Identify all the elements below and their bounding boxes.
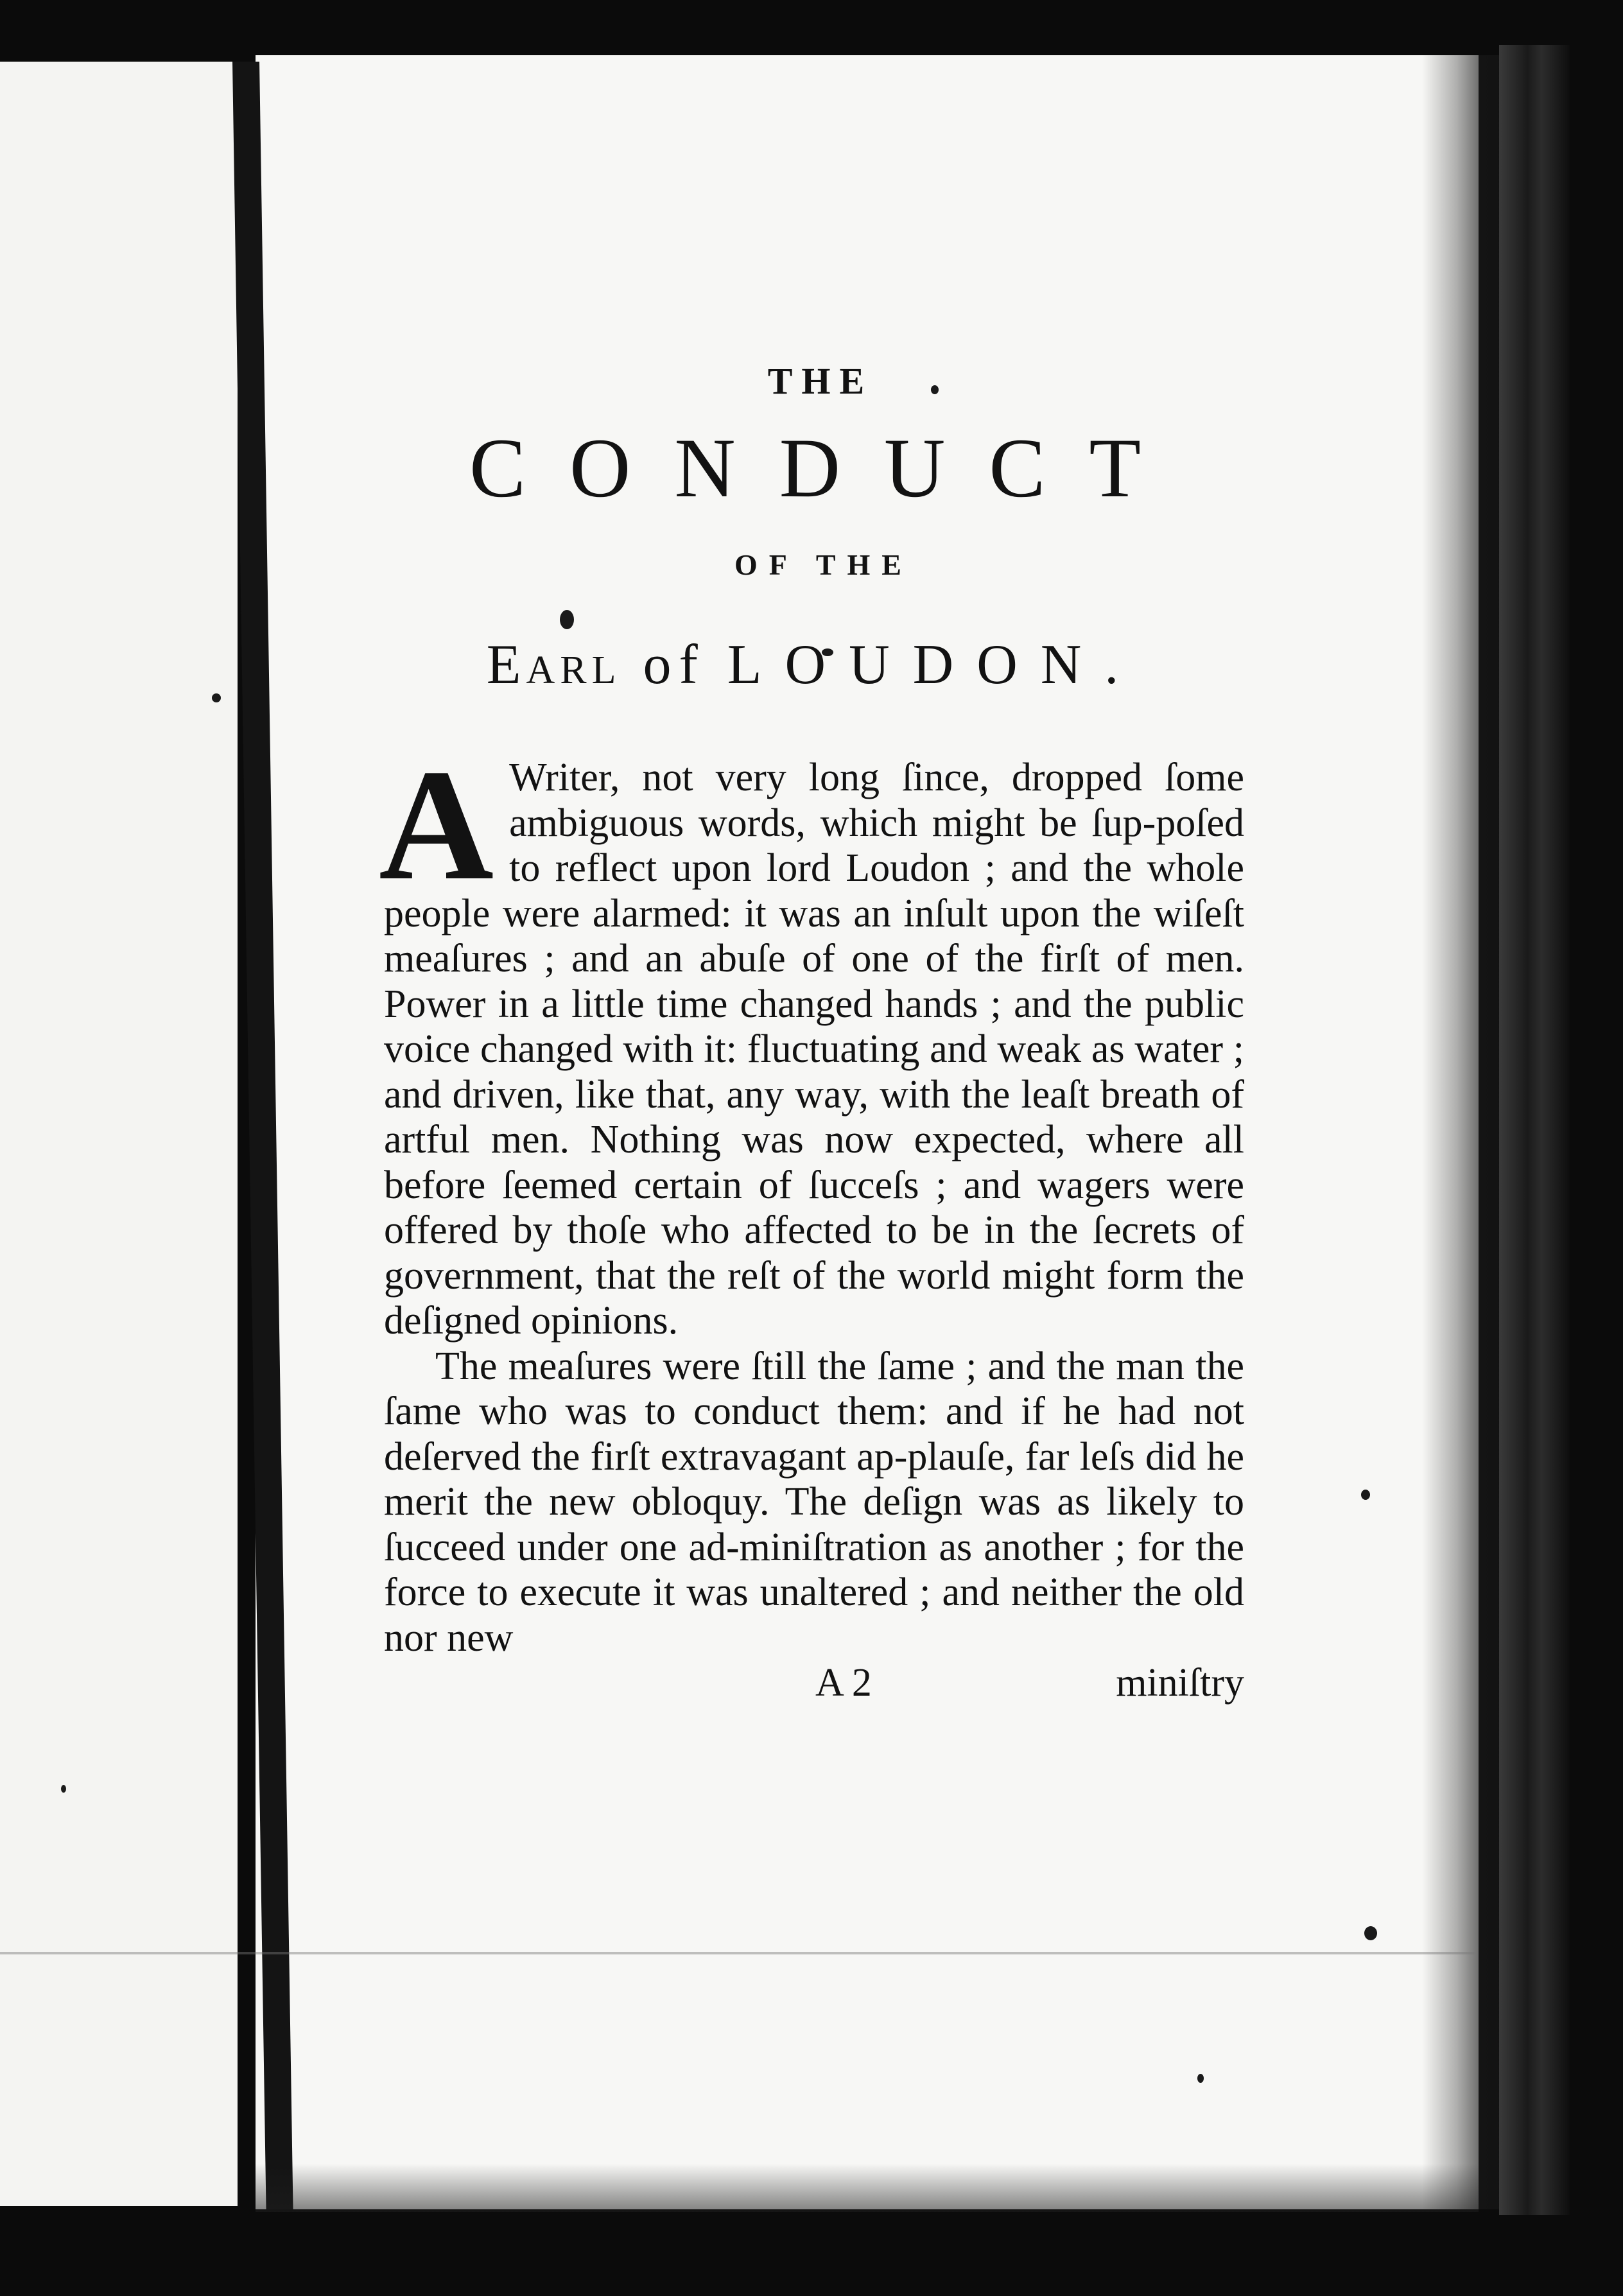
catchword: miniſtry (1116, 1661, 1244, 1705)
page-footer (384, 1660, 1244, 1705)
title-main: CONDUCT (469, 421, 1185, 515)
title-name: LOUDON. (727, 634, 1142, 696)
title-earl-word: Earl (486, 634, 621, 696)
title-the: THE (767, 360, 874, 402)
page-edge-shadow (1422, 55, 1499, 2209)
left-page-blank (0, 62, 238, 2206)
title-earl-of-loudon (384, 634, 1244, 696)
bottom-edge-stain (256, 2164, 1479, 2212)
page-text (379, 360, 1244, 1705)
ink-speck (1364, 1926, 1377, 1940)
paragraph-2: The meaſures were ſtill the ſame ; and the man the ſame who was to conduct them: and if he had not deſerved the firſt extravagant ap-plauſe, far leſs did he merit the new obloquy. The deſign was as likely to ſucceed under one ad-miniſtration as another ; for the force to execute it was unaltered ; and neither the old nor new (384, 1344, 1244, 1660)
ink-speck (1361, 1490, 1370, 1500)
ink-speck (1197, 2074, 1204, 2083)
drop-cap: A (379, 736, 494, 913)
title-of-the: OF THE (734, 548, 913, 581)
paragraph-1 (379, 736, 1244, 1344)
paragraph-1-text: Writer, not very long ſince, dropped ſome ambiguous words, which might be ſup-poſed to reflect upon lord Loudon ; and the whole people were alarmed: it was an inſult upon the wiſeſt meaſures ; and an abuſe of one of the firſt of men. Power in a little time changed hands ; and the public voice changed with it: fluctuating and weak as water ; and driven, like that, any way, with the leaſt breath of artful men. Nothing was now expected, where all before ſeemed certain of ſucceſs ; and wagers were offered by thoſe who affected to be in the ſecrets of government, that the reſt of the world might form the deſigned opinions. (384, 756, 1244, 1343)
ink-speck (212, 693, 221, 702)
signature-mark: A 2 (815, 1661, 872, 1705)
page-stack-edge (1499, 45, 1570, 2215)
scan-fold-line (0, 1952, 1477, 1954)
ink-speck (61, 1785, 66, 1793)
title-of-word: of (643, 634, 706, 696)
